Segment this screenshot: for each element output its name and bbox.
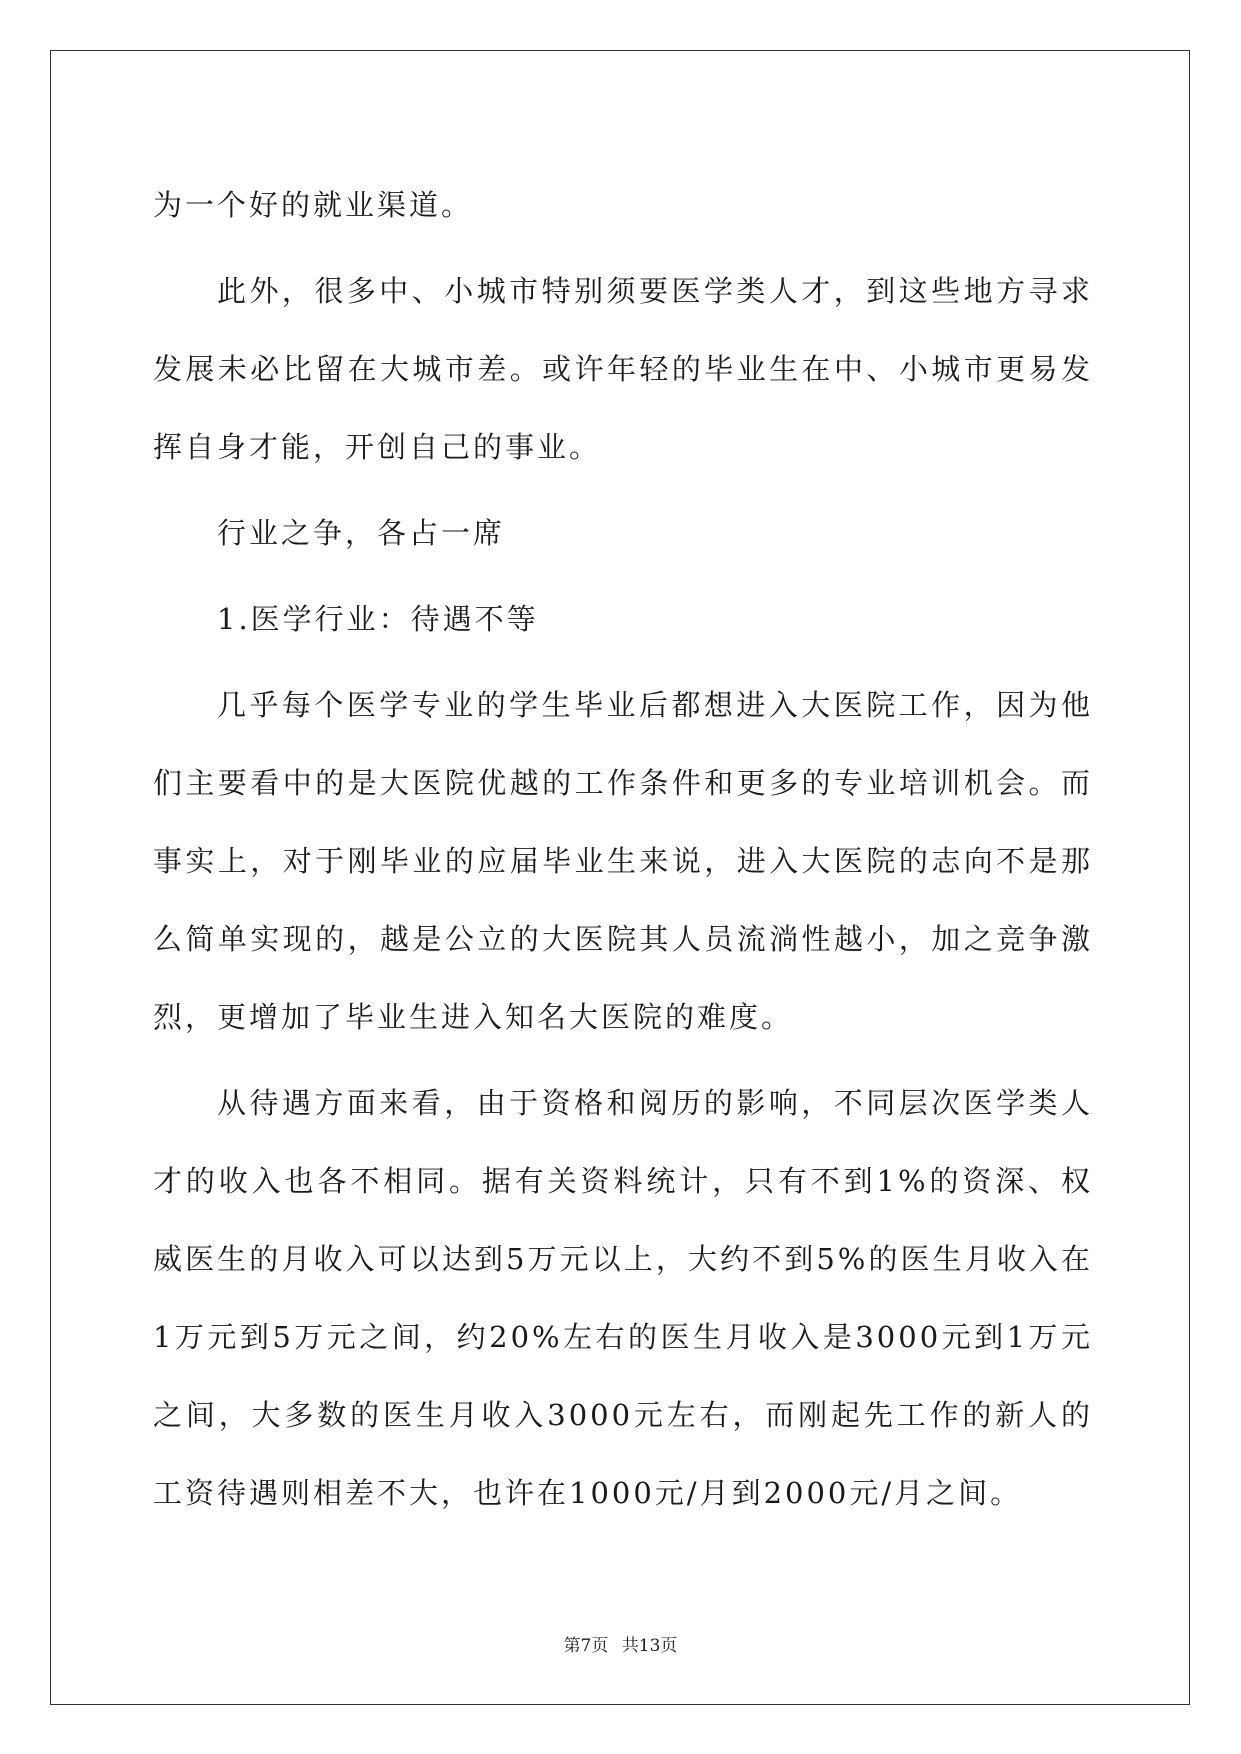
paragraph-2: 此外，很多中、小城市特别须要医学类人才，到这些地方寻求发展未必比留在大城市差。或许年轻的毕业生在中、小城市更易发挥自身才能，开创自己的事业。 bbox=[153, 274, 1093, 464]
paragraph-3: 几乎每个医学专业的学生毕业后都想进入大医院工作，因为他们主要看中的是大医院优越的工作条件和更多的专业培训机会。而事实上，对于刚毕业的应届毕业生来说，进入大医院的志向不是那么简单实现的，越是公立的大医院其人员流淌性越小，加之竞争激烈，更增加了毕业生进入知名大医院的难度。 bbox=[153, 688, 1093, 1034]
document-body bbox=[153, 166, 1093, 1540]
total-pages: 共13页 bbox=[621, 1636, 678, 1656]
paragraph-4: 从待遇方面来看，由于资格和阅历的影响，不同层次医学类人才的收入也各不相同。据有关资料统计，只有不到1%的资深、权威医生的月收入可以达到5万元以上，大约不到5%的医生月收入在1万元到5万元之间，约20%左右的医生月收入是3000元到1万元之间，大多数的医生月收入3000元左右，而刚起先工作的新人的工资待遇则相差不大，也许在1000元/月到2000元/月之间。 bbox=[153, 1086, 1093, 1510]
paragraph-1: 为一个好的就业渠道。 bbox=[153, 188, 474, 222]
subsection-heading: 1.医学行业：待遇不等 bbox=[217, 602, 539, 636]
section-heading: 行业之争，各占一席 bbox=[217, 516, 506, 550]
page-footer bbox=[0, 1631, 1241, 1656]
page-number: 第7页 bbox=[563, 1636, 609, 1656]
